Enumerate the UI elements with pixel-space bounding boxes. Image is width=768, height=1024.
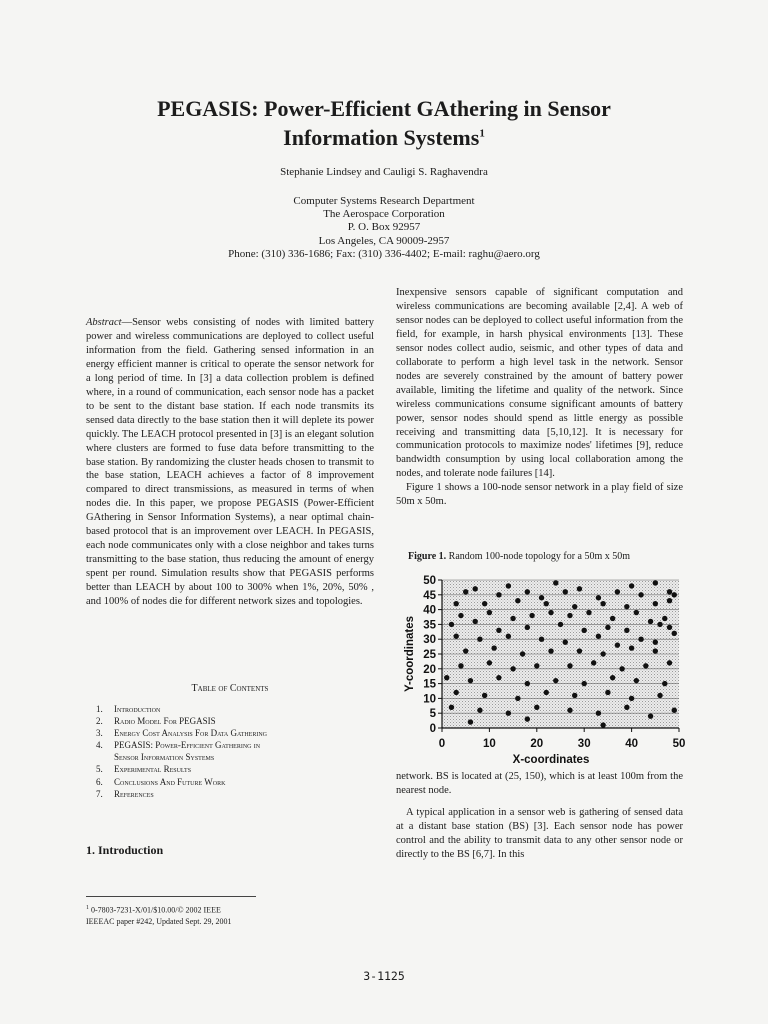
data-point — [472, 619, 477, 624]
x-axis-label: X-coordinates — [512, 754, 590, 766]
footnote-line — [86, 903, 232, 916]
footnote-divider — [86, 896, 256, 897]
data-point — [600, 722, 605, 727]
toc-number: 5. — [96, 764, 103, 775]
data-point — [638, 637, 643, 642]
y-tick-label: 10 — [423, 693, 436, 706]
data-point — [615, 642, 620, 647]
data-point — [534, 663, 539, 668]
data-point — [468, 719, 473, 724]
toc-text: Radio Model For PEGASIS — [114, 716, 216, 727]
data-point — [567, 663, 572, 668]
data-point — [624, 604, 629, 609]
paragraph: Inexpensive sensors capable of significant computation and wireless communications are becoming available [2,4]. A web of sensor nodes can be deployed to collect useful information from the field, for example, in harsh physical environments [13]. These sensor nodes collect audio, seismic, and other types of data and collaborate to perform a high level task in the network. Sensor nodes are severely constrained by the amount of battery power available, limiting the lifetime and quality of the network. Since wireless communications consume significant amounts of battery power, sensor nodes should spend as little energy as possible receiving and transmitting data [5,10,12]. It is necessary for communication protocols to maximize nodes' lifetimes [9], reduce bandwidth consumption by using local collaboration among the nodes, and tolerate node failures [14]. — [396, 287, 683, 480]
data-point — [653, 639, 658, 644]
data-point — [506, 583, 511, 588]
contact-line: Phone: (310) 336-1686; Fax: (310) 336-4402; E-mail: raghu@aero.org — [228, 247, 540, 260]
data-point — [662, 681, 667, 686]
y-tick-label: 50 — [423, 575, 436, 587]
data-point — [463, 589, 468, 594]
data-point — [610, 675, 615, 680]
data-point — [657, 622, 662, 627]
data-point — [520, 651, 525, 656]
data-point — [624, 705, 629, 710]
y-tick-label: 25 — [423, 649, 436, 661]
data-point — [563, 589, 568, 594]
data-point — [629, 645, 634, 650]
data-point — [610, 616, 615, 621]
y-tick-label: 35 — [423, 619, 436, 632]
toc-text: PEGASIS: Power-Efficient Gathering in — [114, 740, 261, 751]
data-point — [458, 663, 463, 668]
data-point — [586, 610, 591, 615]
data-point — [510, 666, 515, 671]
data-point — [539, 595, 544, 600]
data-point — [472, 586, 477, 591]
abstract-text: —Sensor webs consisting of nodes with limited battery power and wireless communications are deployed to collect useful information from the field. Gathering sensed information in an energy efficient manner is critical to operate the sensor network for a long period of time. In [3] a data collection problem is defined where, in a round of communication, each sensor node has a packet to be sent to the distant base station. If each node transmits its sensed data directly to the base station then it will deplete its power quickly. The LEACH protocol presented in [3] is an elegant solution where clusters are formed to fuse data before transmitting to the base station. By randomizing the cluster heads chosen to transmit to the base station, LEACH achieves a factor of 8 improvement compared to direct transmissions, as measured in terms of when nodes die. In this paper, we propose PEGASIS (Power-Efficient GAthering in Sensor Information Systems), a near optimal chain-based protocol that is an improvement over LEACH. In PEGASIS, each node communicates only with a close neighbor and takes turns transmitting to the base station, thus reducing the amount of energy spent per round. Simulation results show that PEGASIS performs better than LEACH by about 100 to 300% when 1%, 20%, 50% , and 100% of nodes die for different network sizes and topologies. — [86, 317, 374, 608]
data-point — [529, 613, 534, 618]
data-point — [506, 711, 511, 716]
data-point — [525, 681, 530, 686]
section-heading: 1. Introduction — [86, 843, 164, 857]
data-point — [463, 648, 468, 653]
data-point — [615, 589, 620, 594]
affiliation-line: P. O. Box 92957 — [347, 221, 421, 234]
toc-number: 7. — [96, 788, 103, 799]
data-point — [506, 634, 511, 639]
data-point — [558, 622, 563, 627]
data-point — [648, 713, 653, 718]
data-point — [653, 601, 658, 606]
data-point — [567, 613, 572, 618]
toc-text: Energy Cost Analysis For Data Gathering — [114, 728, 268, 739]
data-point — [539, 637, 544, 642]
toc-number: 3. — [96, 728, 103, 739]
data-point — [629, 583, 634, 588]
y-tick-label: 30 — [423, 634, 436, 647]
data-point — [454, 601, 459, 606]
data-point — [624, 628, 629, 633]
right-column-bottom — [396, 770, 683, 862]
affiliation-line: Computer Systems Research Department — [293, 195, 475, 207]
data-point — [643, 663, 648, 668]
data-point — [563, 639, 568, 644]
right-column-top — [396, 286, 683, 509]
data-point — [496, 592, 501, 597]
toc-item — [96, 739, 366, 751]
y-tick-label: 45 — [423, 589, 436, 602]
data-point — [634, 678, 639, 683]
data-point — [449, 705, 454, 710]
data-point — [619, 666, 624, 671]
data-point — [662, 616, 667, 621]
data-point — [657, 693, 662, 698]
figure-caption — [408, 551, 683, 562]
page-number: 3-1125 — [363, 969, 405, 983]
data-point — [548, 648, 553, 653]
data-point — [596, 634, 601, 639]
y-tick-labels — [423, 575, 442, 735]
figure-label: Figure 1. — [408, 551, 447, 562]
data-point — [487, 660, 492, 665]
toc-item — [96, 788, 366, 800]
data-point — [515, 598, 520, 603]
data-point — [548, 610, 553, 615]
data-point — [582, 628, 587, 633]
y-tick-label: 15 — [423, 678, 436, 691]
data-point — [534, 705, 539, 710]
data-point — [596, 595, 601, 600]
data-point — [667, 598, 672, 603]
y-axis-label: Y-coordinates — [404, 615, 416, 693]
author-list: Stephanie Lindsey and Cauligi S. Raghavendra — [280, 166, 488, 178]
data-point — [600, 651, 605, 656]
toc-text: Experimental Results — [114, 764, 192, 775]
title-line-2 — [0, 123, 768, 152]
abstract-label: Abstract — [86, 317, 122, 328]
affiliation-line: The Aerospace Corporation — [323, 208, 445, 221]
data-point — [482, 693, 487, 698]
toc-title: Table of Contents — [191, 683, 269, 694]
data-point — [634, 610, 639, 615]
paragraph: network. BS is located at (25, 150), which is at least 100m from the nearest node. — [396, 771, 683, 796]
footnote-mark: 1 — [86, 905, 89, 911]
footnote-line: IEEEAC paper #242, Updated Sept. 29, 2001 — [86, 916, 232, 926]
data-point — [449, 622, 454, 627]
x-tick-label: 0 — [438, 738, 446, 750]
toc-number: 2. — [96, 716, 103, 727]
data-point — [477, 708, 482, 713]
toc-item — [96, 776, 366, 788]
data-point — [648, 619, 653, 624]
toc-number: 6. — [96, 776, 103, 787]
data-point — [487, 610, 492, 615]
data-point — [582, 681, 587, 686]
y-tick-label: 5 — [429, 708, 436, 721]
data-point — [454, 634, 459, 639]
toc-item — [96, 751, 366, 763]
data-point — [667, 660, 672, 665]
toc-item — [96, 703, 366, 715]
data-point — [515, 696, 520, 701]
figure-caption-text: Random 100-node topology for a 50m x 50m — [446, 551, 631, 562]
affiliation — [0, 195, 768, 261]
data-point — [591, 660, 596, 665]
toc-item — [96, 715, 366, 727]
data-point — [667, 589, 672, 594]
toc-text: Sensor Information Systems — [114, 752, 215, 763]
data-point — [553, 580, 558, 585]
x-tick-label: 40 — [625, 738, 638, 750]
toc-number: 4. — [96, 740, 103, 751]
data-point — [553, 678, 558, 683]
data-point — [444, 675, 449, 680]
toc-text: Introduction — [114, 704, 161, 714]
data-point — [629, 696, 634, 701]
data-point — [577, 648, 582, 653]
data-point — [525, 625, 530, 630]
toc-number: 1. — [96, 704, 103, 714]
title-line-1: PEGASIS: Power-Efficient GAthering in Sensor — [157, 96, 611, 121]
footnote-copyright: 0-7803-7231-X/01/$10.00/© 2002 IEEE — [89, 905, 221, 915]
data-point — [672, 631, 677, 636]
abstract — [86, 316, 374, 609]
data-point — [525, 589, 530, 594]
x-tick-label: 30 — [577, 738, 591, 750]
x-tick-label: 10 — [483, 738, 496, 750]
x-tick-labels — [439, 728, 686, 750]
data-point — [596, 711, 601, 716]
toc-text: References — [114, 788, 154, 799]
title-line-2-text: Information Systems — [283, 125, 480, 150]
data-point — [496, 675, 501, 680]
toc-item — [96, 727, 366, 739]
data-point — [605, 625, 610, 630]
data-point — [454, 690, 459, 695]
paper-title — [0, 94, 768, 152]
y-tick-label: 0 — [429, 723, 436, 735]
data-point — [572, 604, 577, 609]
x-tick-label: 20 — [530, 738, 544, 750]
toc-text: Conclusions And Future Work — [114, 776, 226, 787]
data-point — [458, 613, 463, 618]
data-point — [567, 708, 572, 713]
data-point — [653, 648, 658, 653]
footnote — [86, 903, 232, 927]
data-point — [605, 690, 610, 695]
data-point — [544, 601, 549, 606]
data-point — [672, 708, 677, 713]
data-point — [600, 601, 605, 606]
scatter-chart — [396, 566, 688, 766]
data-point — [510, 616, 515, 621]
data-point — [482, 601, 487, 606]
data-point — [572, 693, 577, 698]
toc-item — [96, 763, 366, 775]
y-tick-label: 40 — [423, 604, 436, 617]
toc-number — [96, 751, 114, 763]
affiliation-line: Los Angeles, CA 90009-2957 — [318, 234, 450, 247]
data-point — [672, 592, 677, 597]
paragraph: A typical application in a sensor web is gathering of sensed data at a distant base station (BS) [3]. Each sensor node has power control and the ability to transmit data to any other sensor node or directly to the BS [6,7]. In this — [396, 806, 683, 860]
data-point — [491, 645, 496, 650]
table-of-contents — [96, 703, 366, 800]
data-point — [468, 678, 473, 683]
data-point — [525, 716, 530, 721]
data-point — [638, 592, 643, 597]
data-point — [544, 690, 549, 695]
paragraph: Figure 1 shows a 100-node sensor network in a play field of size 50m x 50m. — [396, 482, 683, 508]
data-point — [667, 625, 672, 630]
title-footnote-mark: 1 — [479, 127, 485, 140]
y-tick-label: 20 — [423, 663, 436, 676]
data-point — [653, 580, 658, 585]
data-point — [577, 586, 582, 591]
data-point — [496, 628, 501, 633]
data-point — [477, 637, 482, 642]
x-tick-label: 50 — [672, 738, 686, 750]
